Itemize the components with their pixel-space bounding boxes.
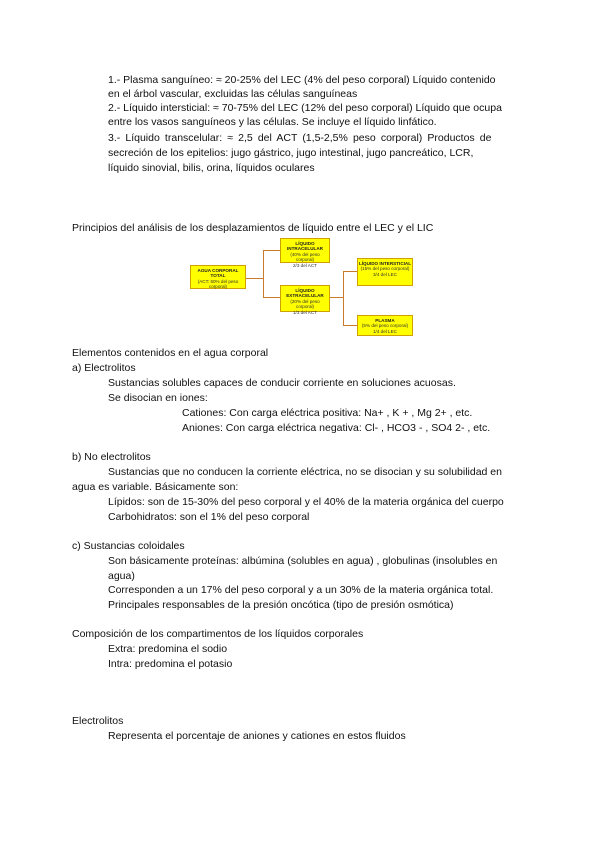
composition-extra: Extra: predomina el sodio: [108, 643, 228, 655]
colloids-line2: agua): [108, 570, 135, 582]
connector: [246, 278, 264, 279]
plasma-title: PLASMA: [375, 318, 395, 323]
lec-box: [280, 285, 330, 315]
diagram-heading: Principios del análisis de los desplazamientos de líquido entre el LEC y el LIC: [72, 222, 434, 234]
non-electrolytes-line1: Sustancias que no conducen la corriente eléctrica, no se disocian y su solubilidad en: [108, 466, 502, 478]
carbs-line: Carbohidratos: son el 1% del peso corporal: [108, 511, 310, 523]
lipids-line: Lípidos: son de 15-30% del peso corporal y el 40% de la materia orgánica del cuerpo: [108, 496, 504, 508]
act-sub: (ACT: 60% del peso corporal): [197, 278, 239, 290]
plasma-sub1: (5% del peso corporal): [361, 323, 409, 329]
item-interstitial-line2: entre los vasos sanguíneos y las células. Se incluye el líquido linfático.: [108, 116, 437, 128]
colloids-line4: Principales responsables de la presión oncótica (tipo de presión osmótica): [108, 599, 454, 611]
elements-heading: Elementos contenidos en el agua corporal: [72, 347, 269, 359]
electrolytes-section-heading: Electrolitos: [72, 715, 124, 727]
connector: [343, 271, 357, 272]
connector: [330, 297, 344, 298]
item-transcellular-line1: 3.- Líquido transcelular: ≈ 2,5 del ACT (1,5-2,5% peso corporal) Productos de: [108, 132, 492, 144]
lic-title: LÍQUIDO INTRACELULAR: [287, 241, 323, 252]
cations-line: Cationes: Con carga eléctrica positiva: Na+ , K + , Mg 2+ , etc.: [182, 407, 473, 419]
electrolytes-line2: Se disocian en iones:: [108, 392, 208, 404]
intersticial-box: [357, 258, 413, 286]
lic-box: [280, 238, 330, 268]
lic-sub1: (40% del peso corporal): [290, 251, 320, 263]
plasma-box: [357, 315, 413, 336]
intersticial-sub2: 3/4 del LEC: [372, 271, 397, 277]
colloids-subheading: c) Sustancias coloidales: [72, 540, 185, 552]
colloids-line3: Corresponden a un 17% del peso corporal y a un 30% de la materia orgánica total.: [108, 584, 494, 596]
lec-sub1: (20% del peso corporal): [290, 298, 320, 310]
non-electrolytes-subheading: b) No electrolitos: [72, 451, 151, 463]
item-plasma-line2: en el árbol vascular, excluidas las células sanguíneas: [108, 88, 358, 100]
item-transcellular-line3: líquido sinovial, bilis, orina, líquidos oculares: [108, 162, 315, 174]
composition-intra: Intra: predomina el potasio: [108, 658, 233, 670]
connector: [343, 271, 344, 326]
lic-sub2: 2/3 del ACT: [292, 262, 317, 268]
lec-title: LÍQUIDO EXTRACELULAR: [286, 288, 324, 299]
intersticial-title: LÍQUIDO INTERSTICIAL: [358, 261, 412, 266]
colloids-line1: Son básicamente proteínas: albúmina (solubles en agua) , globulinas (insolubles en: [108, 555, 498, 567]
lec-sub2: 1/3 del ACT: [292, 309, 317, 315]
connector: [343, 325, 357, 326]
electrolytes-subheading: a) Electrolitos: [72, 362, 136, 374]
act-box: [190, 265, 246, 289]
composition-heading: Composición de los compartimentos de los líquidos corporales: [72, 628, 364, 640]
item-plasma-line1: 1.- Plasma sanguíneo: ≈ 20-25% del LEC (4% del peso corporal) Líquido contenido: [108, 74, 496, 86]
electrolytes-line1: Sustancias solubles capaces de conducir corriente en soluciones acuosas.: [108, 377, 456, 389]
act-title: AGUA CORPORAL TOTAL: [197, 268, 239, 279]
non-electrolytes-line2: agua es variable. Básicamente son:: [72, 481, 239, 493]
anions-line: Aniones: Con carga eléctrica negativa: Cl- , HCO3 - , SO4 2- , etc.: [182, 422, 491, 434]
item-transcellular-line2: secreción de los epitelios: jugo gástrico, jugo intestinal, jugo pancreático, LCR,: [108, 147, 474, 159]
plasma-sub2: 1/4 del LEC: [372, 328, 397, 334]
intersticial-sub1: (15% del peso corporal): [360, 266, 410, 272]
electrolytes-section-line: Representa el porcentaje de aniones y cationes en estos fluidos: [108, 730, 406, 742]
item-interstitial-line1: 2.- Líquido intersticial: ≈ 70-75% del LEC (12% del peso corporal) Líquido que ocupa: [108, 102, 502, 114]
connector: [263, 250, 280, 251]
connector: [263, 297, 280, 298]
connector: [263, 250, 264, 298]
